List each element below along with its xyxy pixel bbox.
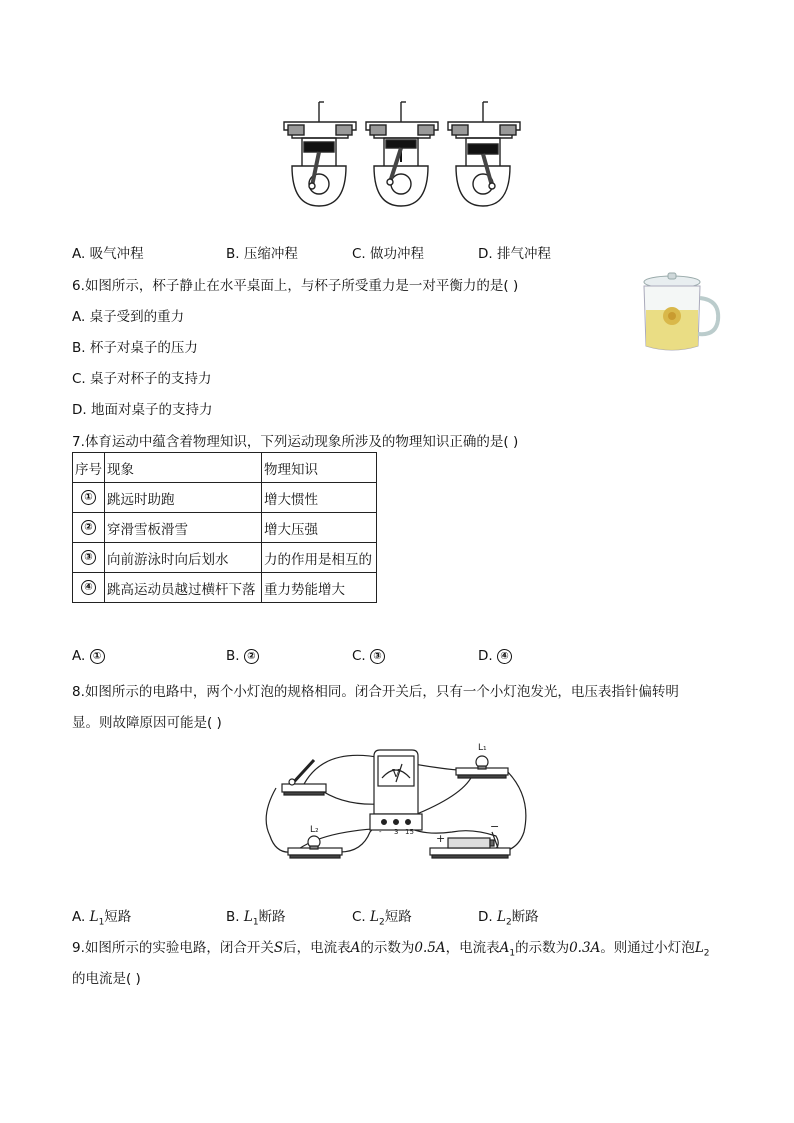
header-knowledge: 物理知识 xyxy=(262,453,377,483)
q5-option-d: D. 排气冲程 xyxy=(478,246,551,262)
header-phenomenon: 现象 xyxy=(105,453,262,483)
q7-option-c: C. ③ xyxy=(352,648,385,664)
q8-option-d: D. $L_2$断路 xyxy=(478,909,539,928)
row-phenomenon: 跳远时助跑 xyxy=(105,483,262,513)
l1-label: L₁ xyxy=(478,743,487,753)
circuit-diagram xyxy=(262,736,532,866)
q8-option-c: C. $L_2$短路 xyxy=(352,909,412,928)
bulb-l2-icon xyxy=(288,836,342,858)
engine-power-diagram xyxy=(448,102,520,206)
battery-minus: − xyxy=(490,820,500,833)
q7-stem: 7.体育运动中蕴含着物理知识，下列运动现象所涉及的物理知识正确的是( ) xyxy=(72,434,519,450)
q6-option-d: D. 地面对桌子的支持力 xyxy=(72,402,213,418)
bulb-l1-icon xyxy=(456,756,508,778)
q8-stem-line1: 8.如图所示的电路中，两个小灯泡的规格相同。闭合开关后，只有一个小灯泡发光，电压表指针偏转明 xyxy=(72,684,679,700)
row-number: ① xyxy=(81,490,96,505)
row-number: ④ xyxy=(81,580,96,595)
tea-cup-image xyxy=(636,270,722,356)
terminal-3: 3 xyxy=(394,828,399,836)
q8-stem-line2: 显。则故障原因可能是( ) xyxy=(72,715,222,731)
row-phenomenon: 向前游泳时向后划水 xyxy=(105,543,262,573)
table-row xyxy=(73,483,377,513)
q7-option-a: A. ① xyxy=(72,648,105,664)
row-knowledge: 增大惯性 xyxy=(262,483,377,513)
q8-option-b: B. $L_1$断路 xyxy=(226,909,286,928)
row-number: ③ xyxy=(81,550,96,565)
row-knowledge: 重力势能增大 xyxy=(262,573,377,603)
table-row xyxy=(73,543,377,573)
physics-knowledge-table xyxy=(72,452,377,603)
voltmeter-label: V xyxy=(392,767,400,780)
q6-option-a: A. 桌子受到的重力 xyxy=(72,309,185,325)
q6-stem: 6.如图所示，杯子静止在水平桌面上，与杯子所受重力是一对平衡力的是( ) xyxy=(72,278,519,294)
q7-option-d: D. ④ xyxy=(478,648,512,664)
voltmeter-icon xyxy=(370,750,422,830)
table-row xyxy=(73,513,377,543)
header-number: 序号 xyxy=(73,453,105,483)
battery-plus: + xyxy=(436,832,446,845)
terminal-15: 15 xyxy=(405,828,414,836)
q5-option-a: A. 吸气冲程 xyxy=(72,246,144,262)
row-knowledge: 增大压强 xyxy=(262,513,377,543)
terminal-minus: - xyxy=(379,828,382,836)
q7-option-b: B. ② xyxy=(226,648,259,664)
l2-label: L₂ xyxy=(310,825,319,835)
q6-option-b: B. 杯子对桌子的压力 xyxy=(72,340,198,356)
q5-option-c: C. 做功冲程 xyxy=(352,246,425,262)
row-knowledge: 力的作用是相互的 xyxy=(262,543,377,573)
engine-intake-diagram xyxy=(284,102,356,206)
engine-strokes-figure xyxy=(282,98,522,208)
q5-option-b: B. 压缩冲程 xyxy=(226,246,298,262)
row-phenomenon: 穿滑雪板滑雪 xyxy=(105,513,262,543)
q8-option-a: A. $L_1$短路 xyxy=(72,909,132,928)
row-number: ② xyxy=(81,520,96,535)
switch-icon xyxy=(282,760,326,795)
q9-stem-line1: 9.如图所示的实验电路，闭合开关S后，电流表A的示数为0.5A，电流表$A_1$的示数为0.3A。则通过小灯泡$L_2$ xyxy=(72,940,710,959)
row-phenomenon: 跳高运动员越过横杆下落 xyxy=(105,573,262,603)
table-header-row xyxy=(73,453,377,483)
q9-stem-line2: 的电流是( ) xyxy=(72,971,141,987)
table-row xyxy=(73,573,377,603)
q6-option-c: C. 桌子对杯子的支持力 xyxy=(72,371,212,387)
engine-compression-diagram xyxy=(366,102,438,206)
